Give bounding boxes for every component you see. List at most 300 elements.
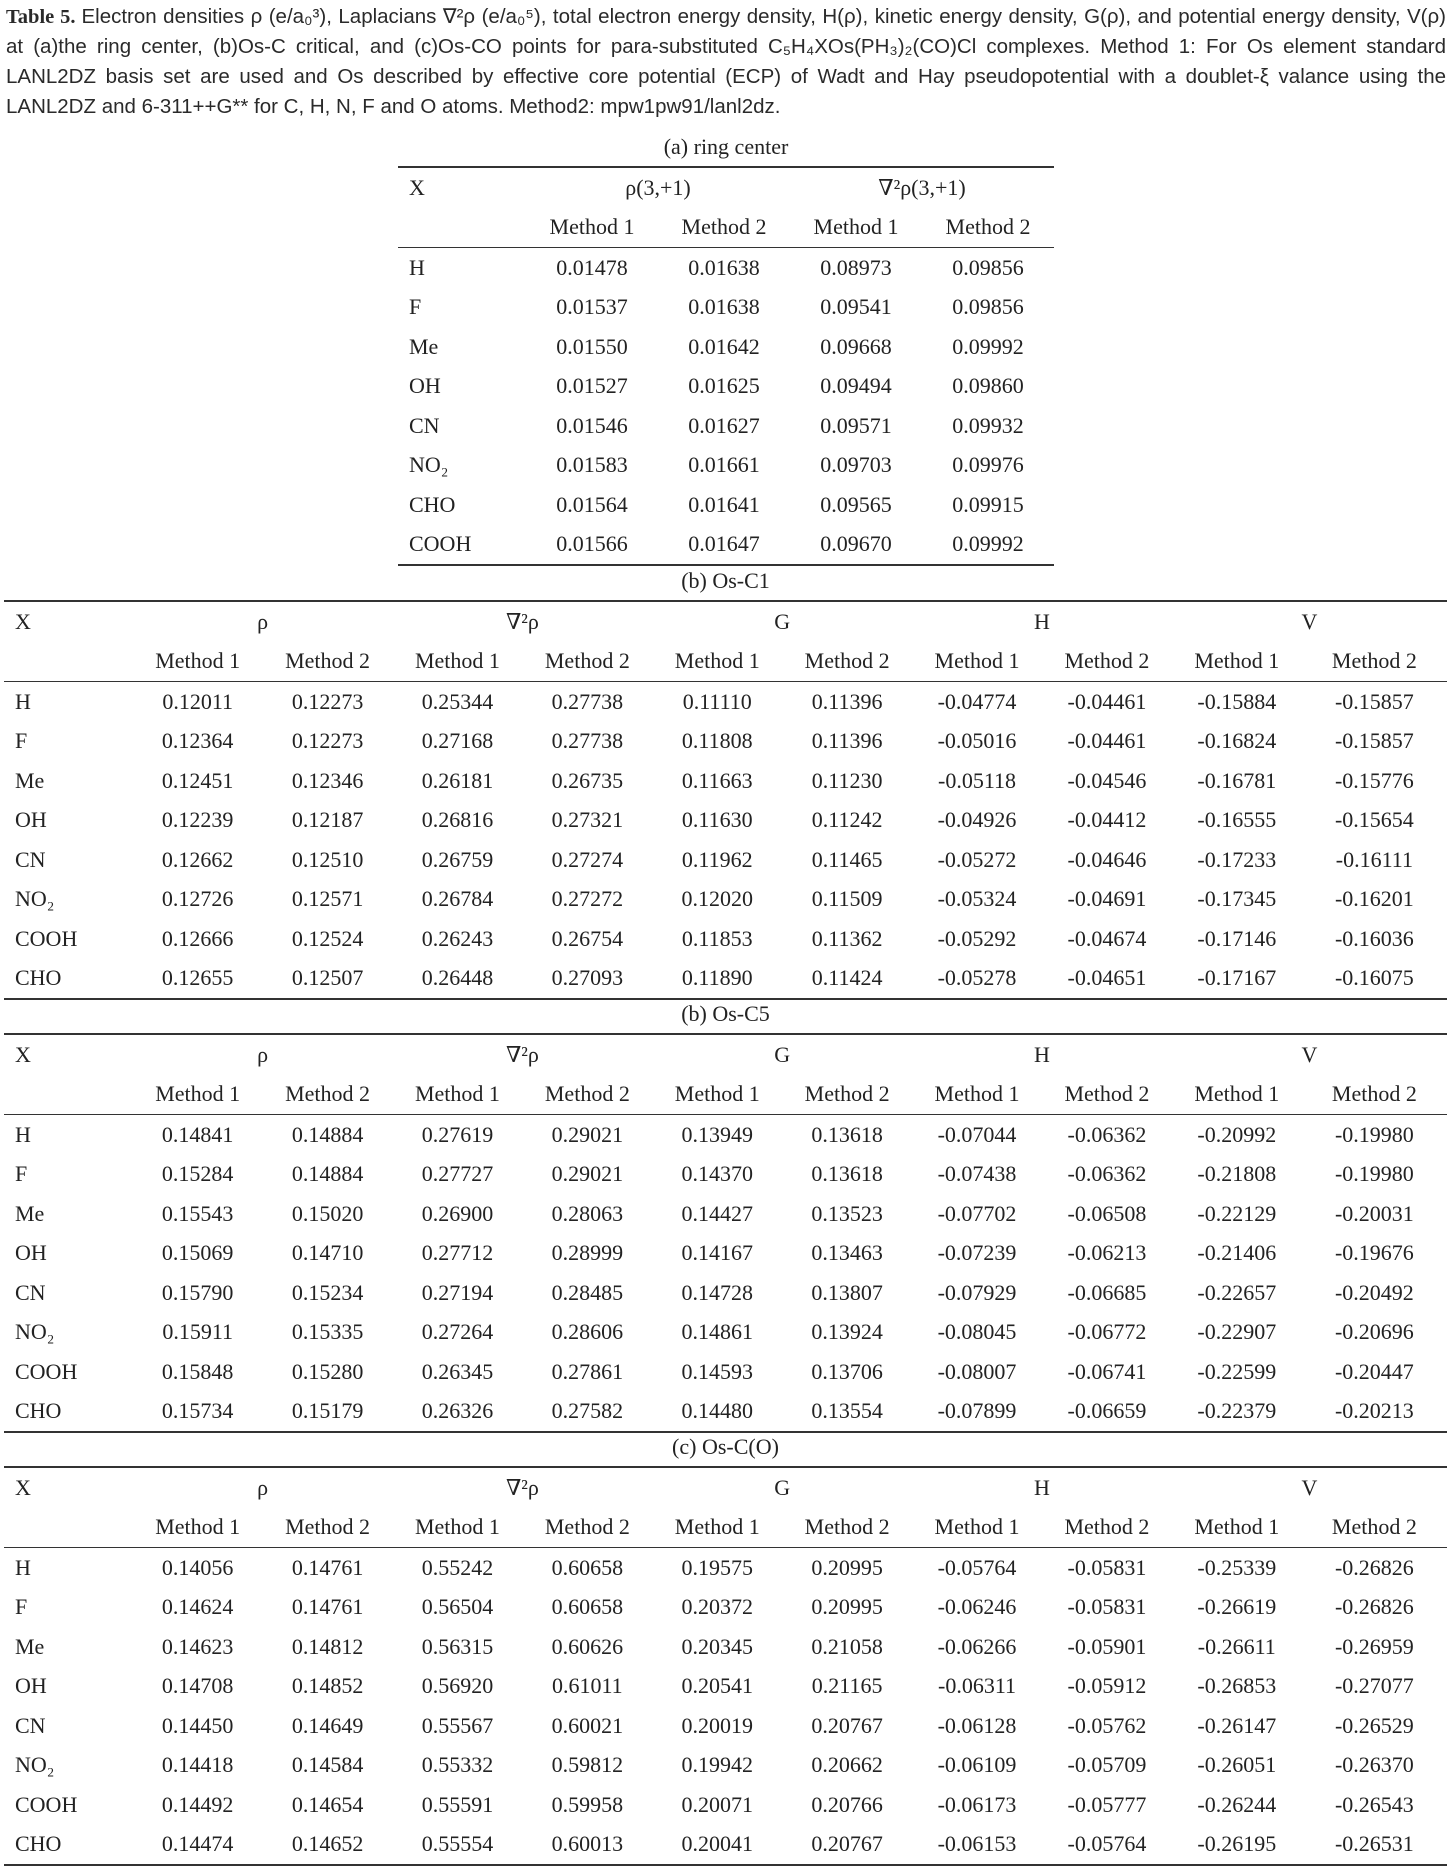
table-cell: -0.21406 xyxy=(1197,1240,1277,1266)
table-cell: -0.15654 xyxy=(1334,807,1414,833)
method-header: Method 2 xyxy=(1302,1075,1447,1115)
table-cell: -0.22129 xyxy=(1197,1200,1277,1226)
row-label: Me xyxy=(15,1633,45,1659)
ring-center-title: (a) ring center xyxy=(663,134,789,159)
table-row xyxy=(4,840,1447,880)
table-cell: 0.20041 xyxy=(652,1825,782,1866)
table-cell: 0.14841 xyxy=(161,1121,234,1147)
row-label: CHO xyxy=(4,959,133,1000)
row-label: OH xyxy=(15,807,47,833)
laplacian-group-header: ∇²ρ(3,+1) xyxy=(790,167,1054,208)
table-cell: 0.01647 xyxy=(658,525,790,566)
group-header: ρ xyxy=(133,1034,393,1075)
method-header: Method 1 xyxy=(652,1075,782,1115)
row-label: F xyxy=(15,1161,28,1187)
table-cell: -0.21808 xyxy=(1197,1161,1277,1187)
table-cell: 0.13924 xyxy=(811,1319,883,1345)
table-cell: 0.28999 xyxy=(551,1240,624,1266)
table-cell: -0.06659 xyxy=(1042,1392,1172,1433)
table-cell: 0.13618 xyxy=(811,1121,883,1147)
method-header: Method 2 xyxy=(782,1075,912,1115)
method-header: Method 2 xyxy=(782,642,912,682)
row-label: CN xyxy=(15,1279,46,1305)
method-header: Method 2 xyxy=(1302,642,1447,682)
table-row xyxy=(398,288,1054,328)
table-cell: 0.14370 xyxy=(681,1161,753,1187)
table-cell: 0.20767 xyxy=(782,1825,912,1866)
table-cell: 0.26816 xyxy=(421,807,494,833)
table-cell: 0.27619 xyxy=(421,1121,494,1147)
table-cell: 0.14584 xyxy=(291,1752,364,1778)
table-cell: 0.60658 xyxy=(551,1594,624,1620)
table-cell: 0.55332 xyxy=(421,1752,494,1778)
table-cell: 0.01564 xyxy=(556,491,628,517)
group-header: G xyxy=(652,601,912,642)
method-header: Method 2 xyxy=(263,1075,393,1115)
method-header: Method 2 xyxy=(522,1508,652,1548)
table-cell: 0.20995 xyxy=(811,1594,883,1620)
os-c5-title: (b) Os-C5 xyxy=(681,1001,770,1026)
table-cell: 0.11230 xyxy=(811,767,883,793)
table-cell: -0.20492 xyxy=(1334,1279,1414,1305)
table-row xyxy=(398,367,1054,407)
group-header: ρ xyxy=(133,1467,393,1508)
table-cell: -0.05762 xyxy=(1067,1712,1147,1738)
table-cell: -0.05292 xyxy=(937,925,1017,951)
table-cell: 0.20541 xyxy=(681,1673,753,1699)
table-cell: 0.12239 xyxy=(161,807,234,833)
row-label: NO₂ xyxy=(15,1752,55,1778)
table-cell: 0.60013 xyxy=(522,1825,652,1866)
table-row xyxy=(4,1548,1447,1588)
table-row xyxy=(4,1825,1447,1866)
os-co-title: (c) Os-C(O) xyxy=(672,1434,779,1459)
table-cell: -0.04461 xyxy=(1067,688,1147,714)
table-cell: -0.04774 xyxy=(937,688,1017,714)
table-cell: 0.27264 xyxy=(421,1319,494,1345)
method-header: Method 1 xyxy=(1172,1075,1302,1115)
table-cell: 0.14418 xyxy=(161,1752,234,1778)
table-cell: -0.22657 xyxy=(1197,1279,1277,1305)
table-cell: 0.14593 xyxy=(681,1358,753,1384)
table-row xyxy=(4,1234,1447,1274)
table-cell: -0.16201 xyxy=(1334,886,1414,912)
group-header: V xyxy=(1172,1467,1447,1508)
table-cell: -0.16555 xyxy=(1197,807,1277,833)
table-cell: 0.09494 xyxy=(820,373,892,399)
table-cell: 0.11396 xyxy=(811,728,883,754)
table-cell: 0.14450 xyxy=(161,1712,234,1738)
row-label: Me xyxy=(15,767,45,793)
table-cell: 0.12666 xyxy=(161,925,234,951)
table-cell: 0.14861 xyxy=(681,1319,753,1345)
row-label: OH xyxy=(409,373,441,399)
table-cell: -0.05764 xyxy=(937,1554,1017,1580)
row-label: OH xyxy=(15,1240,47,1266)
table-cell: -0.17233 xyxy=(1197,846,1277,872)
method-header: Method 1 xyxy=(526,208,658,248)
row-label: COOH xyxy=(15,1358,78,1384)
table-cell: -0.16781 xyxy=(1197,767,1277,793)
table-cell: -0.06311 xyxy=(938,1673,1017,1699)
table-cell: 0.12655 xyxy=(133,959,263,1000)
table-cell: -0.17146 xyxy=(1197,925,1277,951)
table-cell: 0.55591 xyxy=(421,1791,494,1817)
row-label: CHO xyxy=(4,1825,133,1866)
table-cell: -0.08045 xyxy=(937,1319,1017,1345)
table-cell: 0.14427 xyxy=(681,1200,753,1226)
table-row xyxy=(4,1627,1447,1667)
method-header: Method 2 xyxy=(658,208,790,248)
group-header: G xyxy=(652,1034,912,1075)
ring-center-table xyxy=(398,166,1054,566)
table-cell: 0.12507 xyxy=(263,959,393,1000)
table-cell: 0.14623 xyxy=(161,1633,234,1659)
table-cell: -0.06266 xyxy=(937,1633,1017,1659)
table-cell: 0.14812 xyxy=(291,1633,364,1659)
table-cell: 0.21058 xyxy=(811,1633,883,1659)
table-cell: 0.13706 xyxy=(811,1358,883,1384)
table-cell: 0.01642 xyxy=(688,333,760,359)
table-cell: 0.15734 xyxy=(133,1392,263,1433)
table-cell: 0.27738 xyxy=(551,688,624,714)
table-cell: -0.26244 xyxy=(1197,1791,1277,1817)
table-cell: -0.05016 xyxy=(937,728,1017,754)
table-cell: 0.09565 xyxy=(820,491,892,517)
table-cell: 0.12571 xyxy=(291,886,364,912)
method-header: Method 1 xyxy=(1172,1508,1302,1548)
table-cell: 0.13949 xyxy=(681,1121,753,1147)
table-cell: 0.12273 xyxy=(291,688,364,714)
table-cell: 0.12273 xyxy=(291,728,364,754)
method-header: Method 2 xyxy=(1042,1508,1172,1548)
method-header: Method 2 xyxy=(922,208,1054,248)
table-cell: 0.14708 xyxy=(161,1673,234,1699)
os-co-table xyxy=(4,1466,1447,1866)
os-c1-title: (b) Os-C1 xyxy=(681,568,770,593)
group-header: V xyxy=(1172,601,1447,642)
col-x-header: X xyxy=(398,167,526,208)
table-cell: 0.20019 xyxy=(681,1712,753,1738)
table-cell: -0.19676 xyxy=(1334,1240,1414,1266)
table-cell: -0.17167 xyxy=(1172,959,1302,1000)
table-cell: -0.05324 xyxy=(937,886,1017,912)
table-cell: 0.56504 xyxy=(421,1594,494,1620)
table-cell: 0.15069 xyxy=(161,1240,234,1266)
group-header: ∇²ρ xyxy=(393,601,653,642)
table-cell: -0.08007 xyxy=(937,1358,1017,1384)
table-cell: 0.20071 xyxy=(681,1791,753,1817)
table-row xyxy=(4,919,1447,959)
method-header: Method 1 xyxy=(790,208,922,248)
method-header: Method 1 xyxy=(912,1075,1042,1115)
table-cell: 0.12346 xyxy=(291,767,364,793)
table-cell: -0.26826 xyxy=(1334,1594,1414,1620)
table-cell: 0.14761 xyxy=(291,1554,364,1580)
table-cell: -0.20213 xyxy=(1302,1392,1447,1433)
table-cell: -0.06772 xyxy=(1067,1319,1147,1345)
caption-text: Electron densities ρ (e/a₀³), Laplacians ∇²ρ (e/a₀⁵), total electron energy density, H(ρ), kinetic energy density, G(ρ), and potential energy density, V(ρ) at (a)the ring center, (b)Os-C critical, and (c)Os-CO points for para-substituted C₅H₄XOs(PH₃)₂(CO)Cl complexes. Method 1: For Os element standard LANL2DZ basis set are used and Os described by effective core potential (ECP) of Wadt and Hay pseudopotential with a doublet-ξ valance using the LANL2DZ and 6-311++G** for C, H, N, F and O atoms. Method2: mpw1pw91/lanl2dz. xyxy=(6,5,1446,118)
table-caption xyxy=(6,2,1446,122)
table-cell: 0.26900 xyxy=(421,1200,494,1226)
table-cell: 0.15911 xyxy=(162,1319,234,1345)
table-cell: 0.19575 xyxy=(681,1554,753,1580)
table-row xyxy=(4,1392,1447,1433)
table-cell: 0.27712 xyxy=(421,1240,494,1266)
table-cell: 0.14728 xyxy=(681,1279,753,1305)
table-row xyxy=(4,1746,1447,1786)
empty-header xyxy=(398,208,526,248)
table-cell: 0.09992 xyxy=(922,525,1054,566)
table-cell: 0.12662 xyxy=(161,846,234,872)
table-cell: 0.15284 xyxy=(161,1161,234,1187)
table-cell: 0.09860 xyxy=(952,373,1024,399)
table-cell: 0.12187 xyxy=(291,807,364,833)
table-cell: 0.15848 xyxy=(161,1358,234,1384)
table-cell: 0.56315 xyxy=(421,1633,494,1659)
table-cell: -0.17345 xyxy=(1197,886,1277,912)
table-cell: -0.05831 xyxy=(1067,1594,1147,1620)
table-cell: -0.26543 xyxy=(1334,1791,1414,1817)
method-header: Method 2 xyxy=(1302,1508,1447,1548)
table-cell: -0.05831 xyxy=(1067,1554,1147,1580)
row-label: NO₂ xyxy=(15,886,55,912)
table-cell: -0.15857 xyxy=(1334,688,1414,714)
method-header: Method 2 xyxy=(263,1508,393,1548)
table-cell: 0.15179 xyxy=(263,1392,393,1433)
group-header: ρ xyxy=(133,601,393,642)
table-cell: -0.26370 xyxy=(1334,1752,1414,1778)
table-cell: 0.14761 xyxy=(291,1594,364,1620)
table-cell: 0.14884 xyxy=(291,1121,364,1147)
table-cell: 0.11396 xyxy=(811,688,883,714)
table-cell: 0.09703 xyxy=(820,452,892,478)
table-cell: 0.60021 xyxy=(551,1712,624,1738)
table-cell: 0.11110 xyxy=(682,688,752,714)
table-cell: -0.06109 xyxy=(937,1752,1017,1778)
table-cell: -0.07899 xyxy=(912,1392,1042,1433)
table-cell: 0.12011 xyxy=(162,688,234,714)
table-cell: -0.05709 xyxy=(1067,1752,1147,1778)
row-label: CN xyxy=(15,846,46,872)
table-row xyxy=(398,406,1054,446)
table-cell: 0.14649 xyxy=(291,1712,364,1738)
group-header: G xyxy=(652,1467,912,1508)
table-cell: 0.12020 xyxy=(681,886,753,912)
table-cell: 0.61011 xyxy=(552,1673,623,1699)
table-cell: 0.15280 xyxy=(291,1358,364,1384)
method-header: Method 2 xyxy=(522,1075,652,1115)
table-cell: -0.06508 xyxy=(1067,1200,1147,1226)
table-cell: -0.26826 xyxy=(1334,1554,1414,1580)
table-cell: 0.14492 xyxy=(161,1791,234,1817)
table-cell: 0.27274 xyxy=(551,846,624,872)
method-header: Method 1 xyxy=(1172,642,1302,682)
table-row xyxy=(4,761,1447,801)
group-header: H xyxy=(912,1034,1172,1075)
row-label: H xyxy=(15,688,31,714)
table-cell: 0.09541 xyxy=(820,294,892,320)
table-row xyxy=(398,525,1054,566)
table-row xyxy=(4,1313,1447,1353)
method-header: Method 2 xyxy=(263,642,393,682)
table-cell: -0.22379 xyxy=(1172,1392,1302,1433)
table-cell: 0.20372 xyxy=(681,1594,753,1620)
table-cell: -0.07044 xyxy=(937,1121,1017,1147)
table-cell: -0.26611 xyxy=(1197,1633,1276,1659)
table-cell: -0.06362 xyxy=(1067,1161,1147,1187)
table-cell: 0.27861 xyxy=(551,1358,624,1384)
method-header: Method 1 xyxy=(912,1508,1042,1548)
col-x-header: X xyxy=(4,601,133,642)
method-header: Method 1 xyxy=(133,642,263,682)
table-row xyxy=(4,1706,1447,1746)
col-x-header: X xyxy=(4,1034,133,1075)
table-cell: 0.13807 xyxy=(811,1279,883,1305)
table-cell: 0.27168 xyxy=(421,728,494,754)
row-label: F xyxy=(409,294,422,320)
table-cell: -0.05272 xyxy=(937,846,1017,872)
table-cell: 0.01638 xyxy=(688,294,760,320)
table-row xyxy=(398,485,1054,525)
table-row xyxy=(4,1667,1447,1707)
table-row xyxy=(398,248,1054,288)
table-cell: 0.59958 xyxy=(551,1791,624,1817)
table-cell: 0.13463 xyxy=(811,1240,883,1266)
table-cell: 0.28606 xyxy=(551,1319,624,1345)
table-cell: 0.01641 xyxy=(688,491,760,517)
table-cell: 0.26243 xyxy=(421,925,494,951)
table-row xyxy=(4,1115,1447,1155)
method-header: Method 1 xyxy=(912,642,1042,682)
table-cell: 0.56920 xyxy=(421,1673,494,1699)
table-cell: -0.07438 xyxy=(937,1161,1017,1187)
table-cell: -0.07929 xyxy=(937,1279,1017,1305)
table-cell: -0.25339 xyxy=(1197,1554,1277,1580)
table-cell: -0.04926 xyxy=(937,807,1017,833)
table-cell: 0.27582 xyxy=(522,1392,652,1433)
table-cell: 0.11465 xyxy=(811,846,883,872)
table-cell: 0.09915 xyxy=(952,491,1024,517)
table-cell: 0.01550 xyxy=(556,333,628,359)
row-label: NO₂ xyxy=(15,1319,55,1345)
table-cell: 0.27272 xyxy=(551,886,624,912)
row-label: Me xyxy=(15,1200,45,1226)
table-cell: 0.26735 xyxy=(551,767,624,793)
table-cell: 0.11630 xyxy=(681,807,753,833)
table-cell: 0.01638 xyxy=(688,254,760,280)
table-cell: -0.16075 xyxy=(1302,959,1447,1000)
row-label: CN xyxy=(15,1712,46,1738)
table-cell: 0.14884 xyxy=(291,1161,364,1187)
table-cell: 0.11808 xyxy=(681,728,753,754)
table-cell: -0.05278 xyxy=(912,959,1042,1000)
table-cell: 0.20766 xyxy=(811,1791,883,1817)
table-row xyxy=(4,801,1447,841)
method-header: Method 1 xyxy=(393,1508,523,1548)
table-cell: 0.09976 xyxy=(952,452,1024,478)
method-header: Method 2 xyxy=(782,1508,912,1548)
table-cell: -0.20447 xyxy=(1334,1358,1414,1384)
table-cell: -0.04674 xyxy=(1067,925,1147,951)
table-cell: 0.14624 xyxy=(161,1594,234,1620)
table-cell: -0.16111 xyxy=(1335,846,1413,872)
table-cell: 0.11242 xyxy=(811,807,883,833)
row-label: F xyxy=(15,728,28,754)
table-row xyxy=(4,959,1447,1000)
table-cell: -0.26531 xyxy=(1302,1825,1447,1866)
os-c1-table xyxy=(4,600,1447,1000)
table-row xyxy=(398,446,1054,486)
table-cell: 0.01661 xyxy=(688,452,760,478)
table-cell: 0.09932 xyxy=(952,412,1024,438)
table-cell: 0.59812 xyxy=(551,1752,624,1778)
table-row xyxy=(4,1588,1447,1628)
table-cell: -0.04646 xyxy=(1067,846,1147,872)
table-row xyxy=(4,1155,1447,1195)
table-cell: 0.09670 xyxy=(790,525,922,566)
table-cell: -0.26147 xyxy=(1197,1712,1277,1738)
table-cell: -0.26959 xyxy=(1334,1633,1414,1659)
table-row xyxy=(4,1785,1447,1825)
table-cell: 0.09992 xyxy=(952,333,1024,359)
table-cell: 0.28063 xyxy=(551,1200,624,1226)
table-cell: 0.01583 xyxy=(556,452,628,478)
table-cell: -0.05764 xyxy=(1042,1825,1172,1866)
table-cell: -0.06173 xyxy=(937,1791,1017,1817)
table-cell: 0.01625 xyxy=(688,373,760,399)
table-cell: 0.13554 xyxy=(782,1392,912,1433)
row-label: CN xyxy=(409,412,440,438)
table-cell: 0.09856 xyxy=(952,294,1024,320)
table-cell: 0.27727 xyxy=(421,1161,494,1187)
table-cell: 0.26754 xyxy=(551,925,624,951)
table-cell: -0.06128 xyxy=(937,1712,1017,1738)
table-cell: 0.12726 xyxy=(161,886,234,912)
table-cell: -0.06685 xyxy=(1067,1279,1147,1305)
table-cell: 0.26326 xyxy=(393,1392,523,1433)
table-cell: 0.01546 xyxy=(556,412,628,438)
table-cell: -0.20696 xyxy=(1334,1319,1414,1345)
row-label: COOH xyxy=(398,525,526,566)
table-cell: 0.11962 xyxy=(681,846,753,872)
group-header: ∇²ρ xyxy=(393,1467,653,1508)
row-label: Me xyxy=(409,333,439,359)
table-row xyxy=(398,327,1054,367)
table-cell: -0.26195 xyxy=(1172,1825,1302,1866)
table-cell: -0.26619 xyxy=(1197,1594,1277,1620)
col-x-header: X xyxy=(4,1467,133,1508)
table-cell: -0.05912 xyxy=(1067,1673,1147,1699)
table-cell: 0.15234 xyxy=(291,1279,364,1305)
table-cell: 0.14167 xyxy=(681,1240,753,1266)
table-cell: 0.11362 xyxy=(811,925,883,951)
table-cell: 0.09856 xyxy=(952,254,1024,280)
table-cell: 0.01627 xyxy=(688,412,760,438)
table-cell: -0.22599 xyxy=(1197,1358,1277,1384)
table-cell: 0.55554 xyxy=(393,1825,523,1866)
table-cell: -0.20031 xyxy=(1334,1200,1414,1226)
table-cell: 0.14056 xyxy=(161,1554,234,1580)
table-cell: -0.26853 xyxy=(1197,1673,1277,1699)
table-cell: -0.06153 xyxy=(912,1825,1042,1866)
table-cell: -0.04546 xyxy=(1067,767,1147,793)
table-cell: -0.04412 xyxy=(1067,807,1147,833)
os-c5-table xyxy=(4,1033,1447,1433)
table-row xyxy=(4,682,1447,722)
row-label: NO₂ xyxy=(409,452,449,478)
table-cell: 0.20662 xyxy=(811,1752,883,1778)
